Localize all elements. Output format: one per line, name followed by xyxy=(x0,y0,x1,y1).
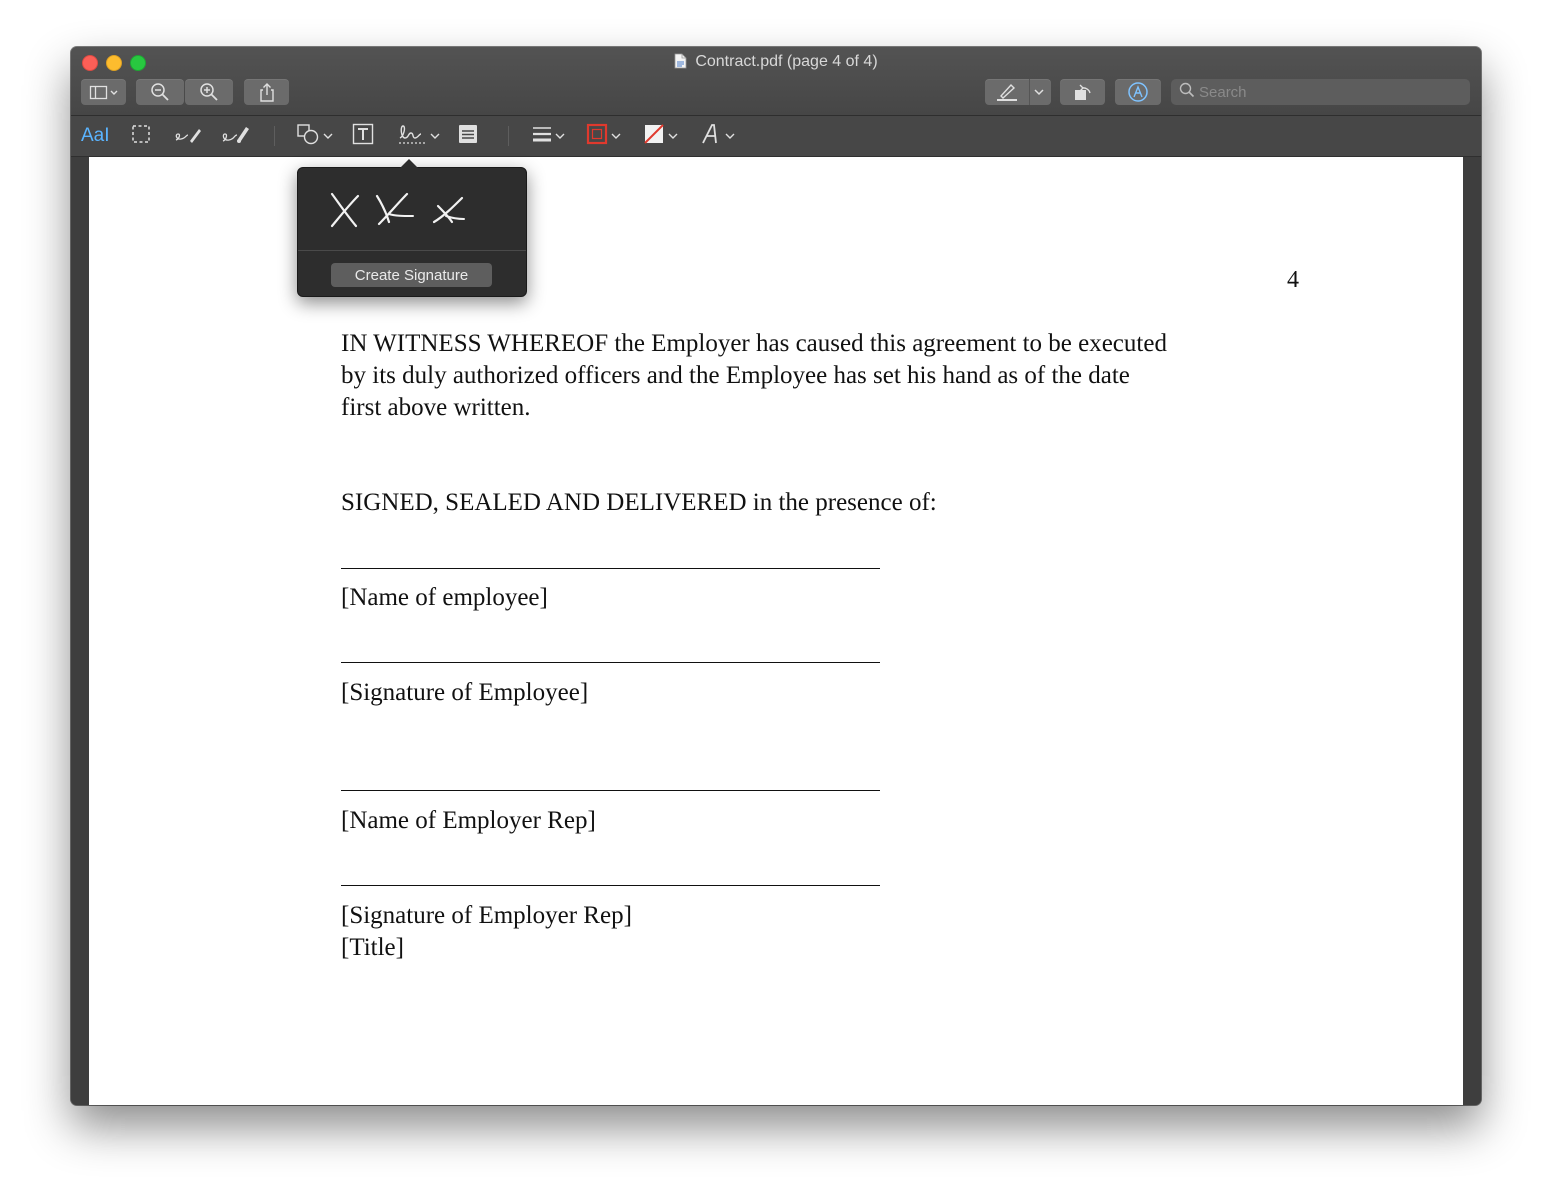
chevron-down-icon xyxy=(430,127,440,145)
search-icon xyxy=(1179,82,1195,103)
border-color-tool[interactable] xyxy=(586,124,621,148)
chevron-down-icon xyxy=(725,127,735,145)
shapes-tool[interactable] xyxy=(296,124,333,148)
name-of-employee: [Name of employee] xyxy=(341,584,548,611)
name-of-employer-rep: [Name of Employer Rep] xyxy=(341,807,596,834)
signature-3[interactable] xyxy=(430,190,470,235)
text-selection-tool[interactable] xyxy=(81,124,110,148)
search-field[interactable] xyxy=(1171,79,1470,105)
rotate-icon xyxy=(1072,82,1094,102)
popover-arrow xyxy=(400,159,418,168)
text-box-icon xyxy=(352,123,374,150)
sign-icon xyxy=(397,122,427,151)
preview-window xyxy=(71,47,1481,1105)
draw-tool[interactable] xyxy=(221,124,251,148)
chevron-down-icon xyxy=(323,127,333,145)
window-title-text: Contract.pdf (page 4 of 4) xyxy=(695,53,878,70)
text-style-tool[interactable] xyxy=(700,124,735,148)
markup-icon xyxy=(1127,81,1149,103)
zoom-out-icon xyxy=(150,82,170,102)
highlight-button[interactable] xyxy=(985,79,1051,105)
highlight-pen-icon xyxy=(995,82,1019,102)
fill-color-tool[interactable] xyxy=(643,124,678,148)
witness-paragraph: IN WITNESS WHEREOF the Employer has caused this agreement to be executed by its duly authorized officers and the Employee has set his hand as of the date first above written. xyxy=(341,330,1167,421)
signature-2[interactable] xyxy=(373,190,419,235)
signature-line xyxy=(341,790,880,791)
zoom-out-button[interactable] xyxy=(136,79,184,105)
pdf-document-icon xyxy=(674,53,687,74)
markup-toolbar-button[interactable] xyxy=(1115,79,1161,105)
create-signature-button[interactable]: Create Signature xyxy=(331,263,492,287)
sidebar-button[interactable] xyxy=(81,79,126,105)
signed-sealed-line: SIGNED, SEALED AND DELIVERED in the presence of: xyxy=(341,489,937,516)
chevron-down-icon xyxy=(555,127,565,145)
note-icon xyxy=(458,124,478,149)
window-title xyxy=(71,53,1481,74)
sketch-icon xyxy=(174,123,202,150)
border-color-icon xyxy=(586,123,608,150)
chevron-down-icon xyxy=(611,127,621,145)
text-box-tool[interactable] xyxy=(352,124,374,148)
signature-line xyxy=(341,662,880,663)
rect-selection-icon xyxy=(131,124,151,149)
chevron-down-icon xyxy=(668,127,678,145)
signature-of-employer-rep: [Signature of Employer Rep] xyxy=(341,902,632,929)
document-view[interactable] xyxy=(71,157,1481,1105)
popover-divider xyxy=(298,250,526,251)
chevron-down-icon[interactable] xyxy=(1033,87,1045,97)
rect-selection-tool[interactable] xyxy=(131,124,151,148)
shape-style-icon xyxy=(532,125,552,148)
signature-1[interactable] xyxy=(328,190,362,235)
title-label: [Title] xyxy=(341,934,404,961)
note-tool[interactable] xyxy=(458,124,478,148)
title-bar xyxy=(71,47,1481,116)
highlight-divider xyxy=(1029,79,1030,105)
signature-of-employee: [Signature of Employee] xyxy=(341,679,589,706)
shapes-icon xyxy=(296,123,320,150)
rotate-button[interactable] xyxy=(1060,79,1105,105)
fill-color-icon xyxy=(643,123,665,150)
share-icon xyxy=(258,82,276,102)
text-selection-label: AaI xyxy=(81,125,110,146)
zoom-in-icon xyxy=(199,82,219,102)
page-number: 4 xyxy=(1287,267,1299,293)
signature-line xyxy=(341,885,880,886)
pdf-page xyxy=(89,157,1463,1105)
sketch-tool[interactable] xyxy=(174,124,202,148)
draw-icon xyxy=(221,123,251,150)
shape-style-tool[interactable] xyxy=(532,124,565,148)
sidebar-icon xyxy=(89,84,119,100)
sign-tool[interactable] xyxy=(397,124,440,148)
search-input[interactable] xyxy=(1195,84,1449,101)
signature-popover xyxy=(297,167,527,297)
zoom-in-button[interactable] xyxy=(185,79,233,105)
toolbar-separator xyxy=(274,126,275,146)
markup-toolbar xyxy=(71,116,1481,157)
share-button[interactable] xyxy=(244,79,289,105)
toolbar-separator xyxy=(508,126,509,146)
signature-line xyxy=(341,568,880,569)
text-style-icon xyxy=(700,123,722,150)
